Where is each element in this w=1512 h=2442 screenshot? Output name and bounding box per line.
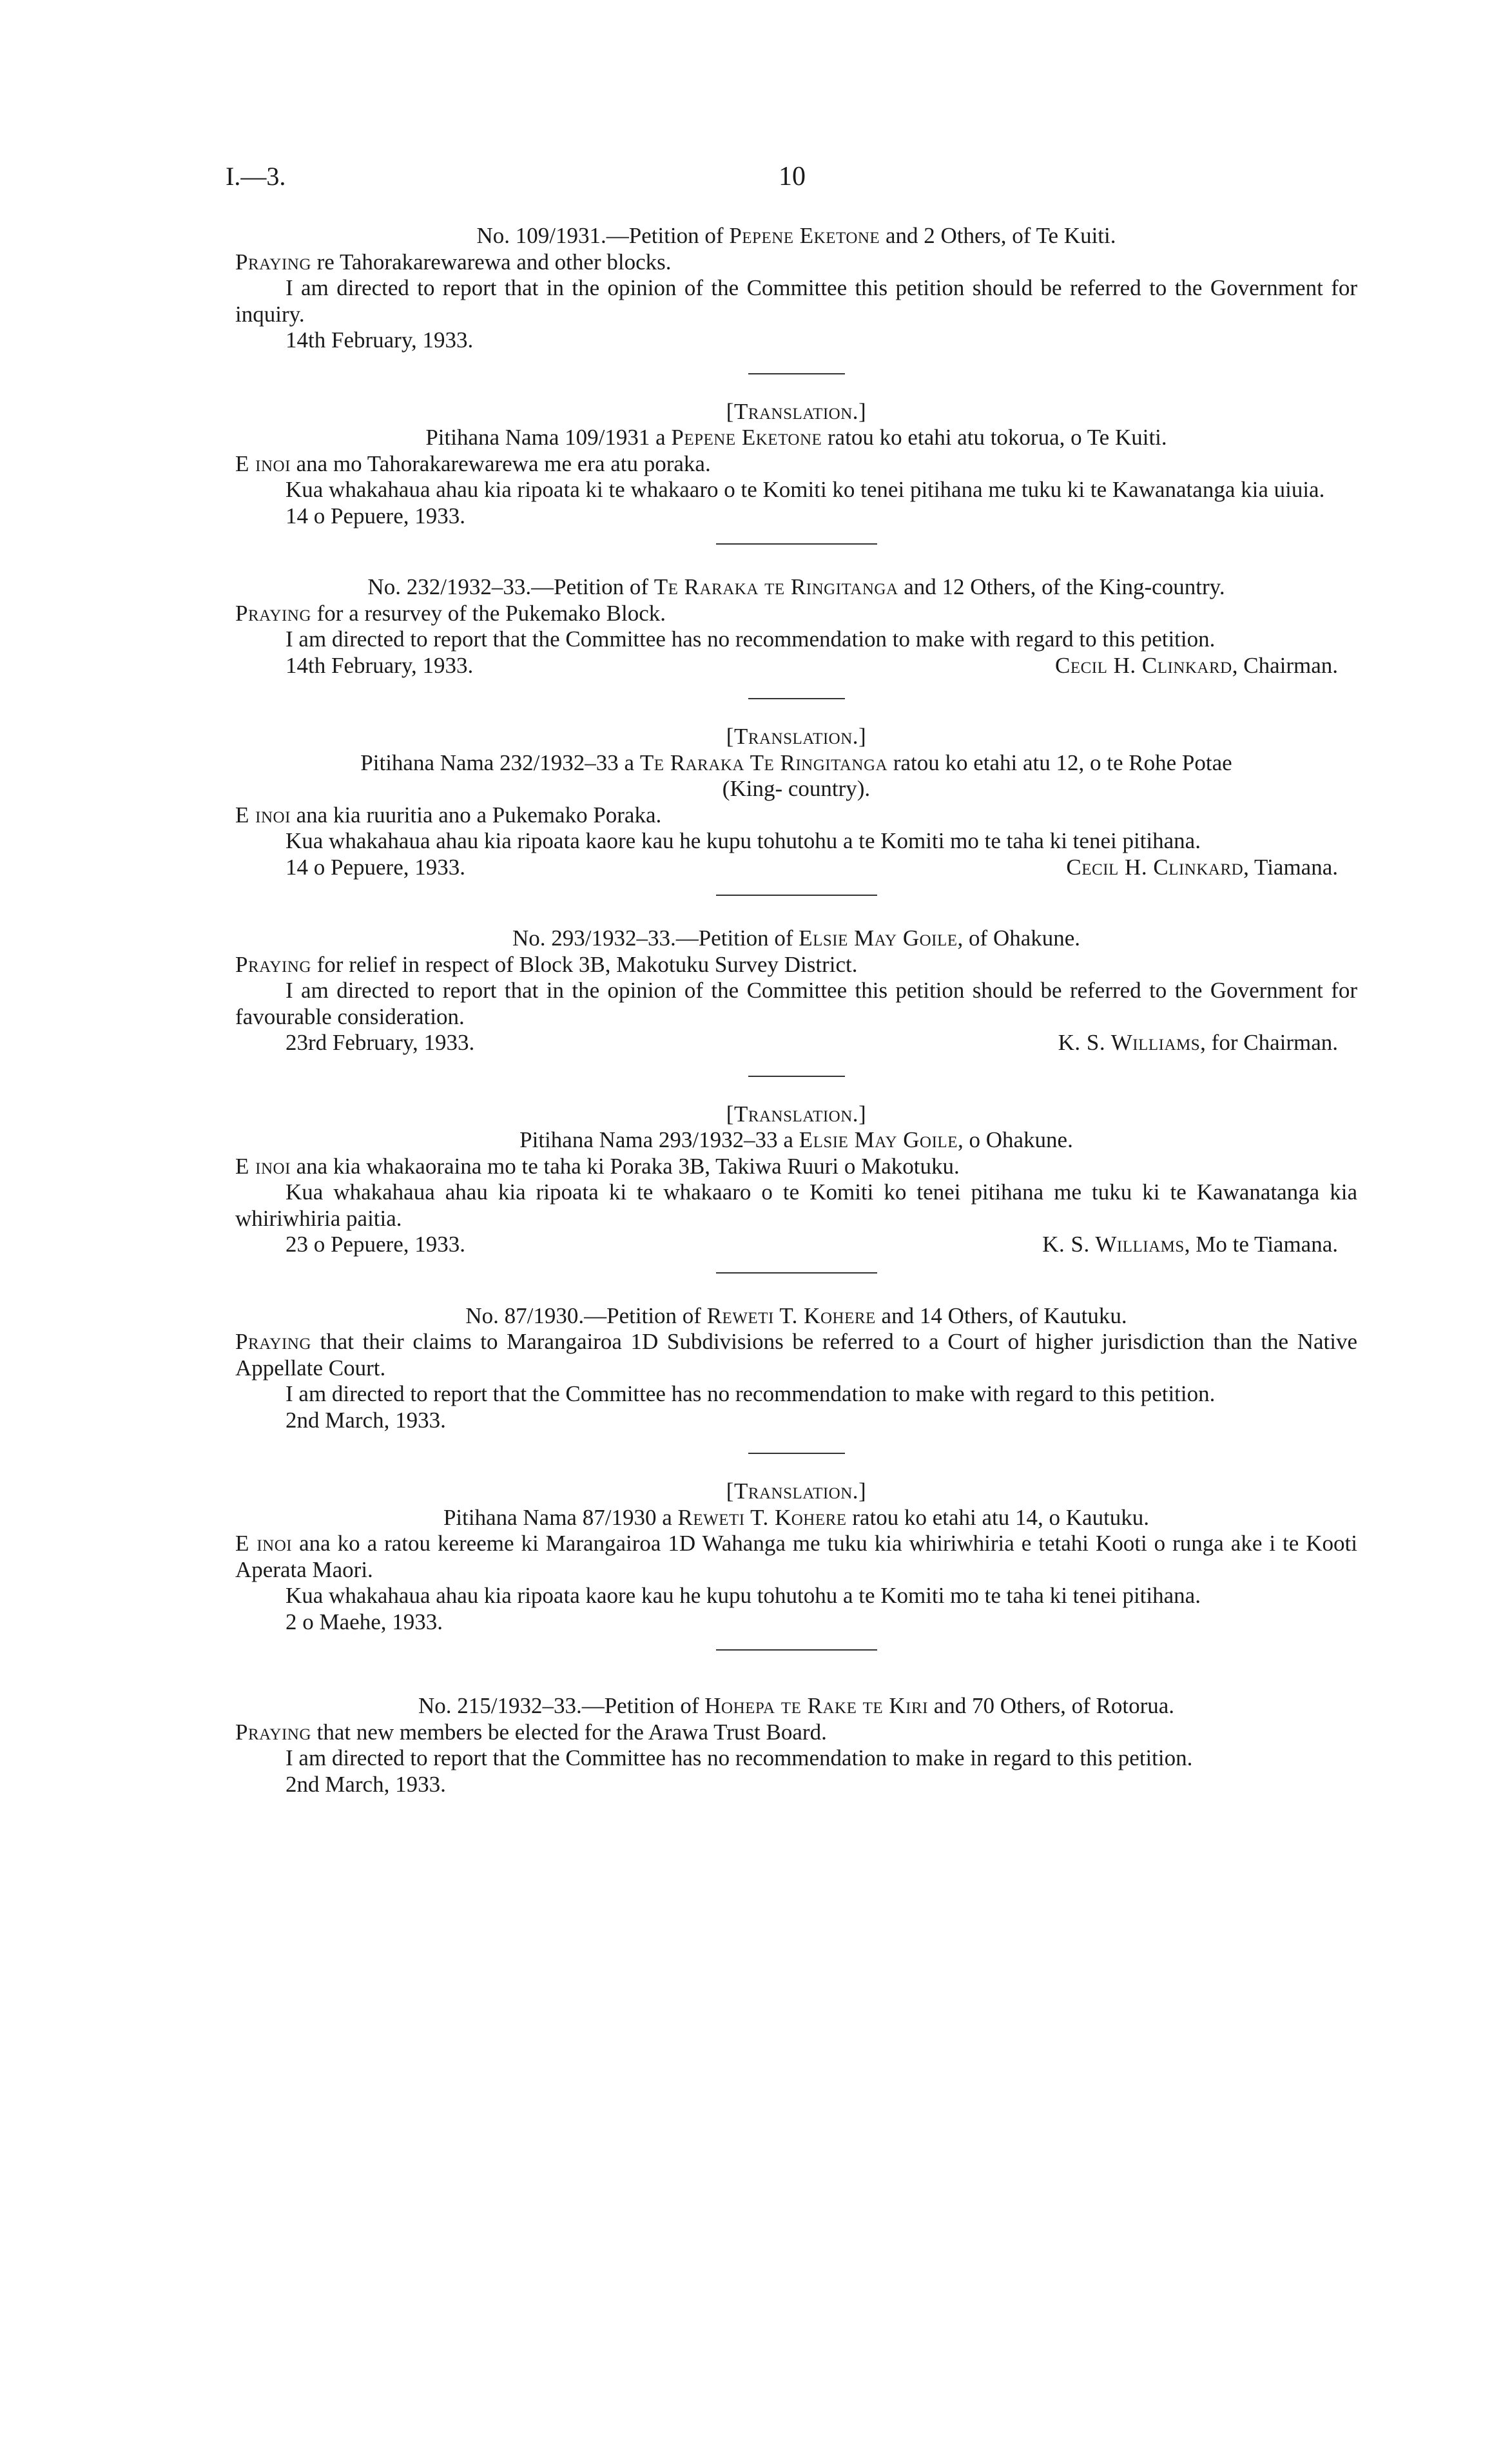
translation-title: Pitihana Nama 293/1932–33 a Elsie May Goile, o Ohakune. — [519, 1127, 1073, 1152]
petitioner-name: Pepene Eketone — [729, 223, 880, 248]
petition-293-1932-33 — [235, 925, 1357, 1056]
petition-109-1931 — [235, 223, 1357, 354]
report-date: 14 o Pepuere, 1933. — [286, 854, 465, 880]
translation-label: [Translation.] — [726, 1101, 867, 1127]
praying-line: Praying for a resurvey of the Pukemako Block. — [235, 600, 666, 626]
petitioner-name: Reweti T. Kohere — [677, 1504, 847, 1530]
petition-title: No. 293/1932–33.—Petition of Elsie May Goile, of Ohakune. — [512, 925, 1081, 951]
date-signature-line — [235, 653, 1357, 679]
translation-label: [Translation.] — [726, 1478, 867, 1504]
petition-title: No. 87/1930.—Petition of Reweti T. Kohere and 14 Others, of Kautuku. — [465, 1303, 1127, 1328]
report-text: Kua whakahaua ahau kia ripoata kaore kau he kupu tohutohu a te Komiti mo te taha ki tenei pitihana. — [286, 1583, 1201, 1608]
report-date: 14 o Pepuere, 1933. — [286, 503, 465, 528]
inoi-line: E inoi ana kia ruuritia ano a Pukemako Poraka. — [235, 802, 662, 828]
report-text: I am directed to report that the Committee has no recommendation to make with regard to this petition. — [286, 626, 1216, 652]
petitioner-name: Te Raraka te Ringitanga — [654, 574, 898, 599]
page-number: 10 — [779, 162, 806, 191]
report-text: I am directed to report that the Committee has no recommendation to make with regard to this petition. — [286, 1381, 1216, 1406]
praying-line: Praying re Tahorakarewarewa and other blocks. — [235, 249, 672, 275]
signature: Cecil H. Clinkard, Tiamana. — [1066, 854, 1338, 880]
report-date: 2 o Maehe, 1933. — [286, 1609, 443, 1634]
section-divider — [716, 895, 877, 896]
report-date: 23rd February, 1933. — [286, 1030, 475, 1055]
translation-title: Pitihana Nama 232/1932–33 a Te Raraka Te Ringitanga ratou ko etahi atu 12, o te Rohe Potae — [360, 750, 1232, 775]
report-date: 23 o Pepuere, 1933. — [286, 1232, 465, 1257]
translation-87-1930 — [235, 1478, 1357, 1635]
section-divider — [748, 1076, 845, 1077]
translation-title-line2: (King- country). — [722, 776, 871, 801]
paper-reference: I.—3. — [226, 162, 286, 191]
report-text: I am directed to report that in the opinion of the Committee this petition should be referred to the Government for inquiry. — [235, 275, 1357, 327]
report-date: 2nd March, 1933. — [286, 1771, 446, 1797]
praying-line: Praying that their claims to Marangairoa 1D Subdivisions be referred to a Court of higher jurisdiction than the Native Appellate Court. — [235, 1329, 1357, 1381]
inoi-line: E inoi ana kia whakaoraina mo te taha ki Poraka 3B, Takiwa Ruuri o Makotuku. — [235, 1153, 960, 1179]
translation-232-1932-33 — [235, 724, 1357, 880]
petitioner-name: Reweti T. Kohere — [706, 1303, 876, 1328]
report-text: Kua whakahaua ahau kia ripoata kaore kau he kupu tohutohu a te Komiti mo te taha ki tenei pitihana. — [286, 828, 1201, 853]
petitioner-name: Pepene Eketone — [671, 425, 822, 450]
report-text: Kua whakahaua ahau kia ripoata ki te whakaaro o te Komiti ko tenei pitihana me tuku ki te Kawanatanga kia uiuia. — [286, 477, 1325, 502]
petition-title: No. 215/1932–33.—Petition of Hohepa te Rake te Kiri and 70 Others, of Rotorua. — [418, 1693, 1175, 1718]
section-divider — [748, 373, 845, 374]
section-divider — [748, 698, 845, 699]
report-date: 2nd March, 1933. — [286, 1407, 446, 1433]
signature: K. S. Williams, for Chairman. — [1058, 1030, 1338, 1055]
translation-label: [Translation.] — [726, 724, 867, 749]
petition-title: No. 232/1932–33.—Petition of Te Raraka te Ringitanga and 12 Others, of the King-country. — [367, 574, 1225, 599]
report-text: Kua whakahaua ahau kia ripoata ki te whakaaro o te Komiti ko tenei pitihana me tuku ki te Kawanatanga kia whiriwhiria paitia. — [235, 1179, 1357, 1231]
petition-232-1932-33 — [235, 574, 1357, 679]
translation-293-1932-33 — [235, 1101, 1357, 1258]
signature: K. S. Williams, Mo te Tiamana. — [1042, 1232, 1338, 1257]
document-body — [235, 223, 1357, 1798]
petitioner-name: Hohepa te Rake te Kiri — [704, 1693, 929, 1718]
inoi-line: E inoi ana mo Tahorakarewarewa me era atu poraka. — [235, 451, 711, 476]
translation-title: Pitihana Nama 87/1930 a Reweti T. Kohere ratou ko etahi atu 14, o Kautuku. — [443, 1504, 1150, 1530]
translation-109-1931 — [235, 399, 1357, 530]
report-date: 14th February, 1933. — [286, 327, 474, 353]
section-divider — [748, 1453, 845, 1454]
report-text: I am directed to report that in the opinion of the Committee this petition should be referred to the Government for favourable consideration. — [235, 978, 1357, 1029]
date-signature-line — [235, 1030, 1357, 1056]
petitioner-name: Elsie May Goile — [799, 925, 958, 951]
petition-215-1932-33 — [235, 1693, 1357, 1798]
signature: Cecil H. Clinkard, Chairman. — [1054, 652, 1338, 678]
report-date: 14th February, 1933. — [286, 652, 474, 678]
date-signature-line — [235, 1232, 1357, 1258]
translation-label: [Translation.] — [726, 398, 867, 424]
section-divider — [716, 543, 877, 545]
praying-line: Praying for relief in respect of Block 3B, Makotuku Survey District. — [235, 951, 858, 977]
section-divider — [716, 1649, 877, 1651]
section-divider — [716, 1272, 877, 1274]
praying-line: Praying that new members be elected for the Arawa Trust Board. — [235, 1719, 827, 1745]
petition-title: No. 109/1931.—Petition of Pepene Eketone and 2 Others, of Te Kuiti. — [476, 223, 1116, 248]
translation-title: Pitihana Nama 109/1931 a Pepene Eketone ratou ko etahi atu tokorua, o Te Kuiti. — [425, 425, 1167, 450]
petitioner-name: Elsie May Goile — [799, 1127, 958, 1152]
inoi-line: E inoi ana ko a ratou kereeme ki Marangairoa 1D Wahanga me tuku kia whiriwhiria e tetahi Kooti o runga ake i te Kooti Aperata Maori. — [235, 1531, 1357, 1582]
date-signature-line — [235, 855, 1357, 881]
report-text: I am directed to report that the Committee has no recommendation to make in regard to this petition. — [286, 1745, 1193, 1770]
petition-87-1930 — [235, 1303, 1357, 1434]
petitioner-name: Te Raraka Te Ringitanga — [639, 750, 888, 775]
